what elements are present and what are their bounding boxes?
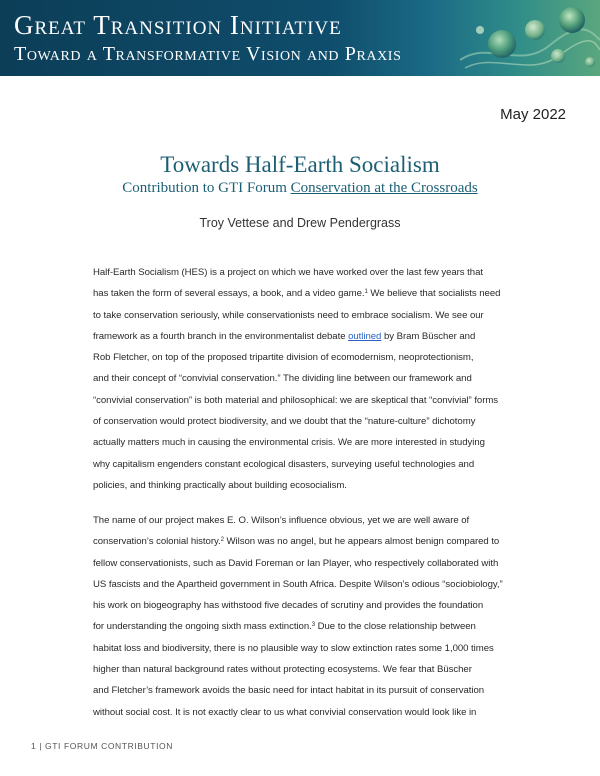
text-line: for understanding the ongoing sixth mass extinction.$^3$ Due to the close relationship between [93,621,476,633]
text-line: Rob Fletcher, on top of the proposed tripartite division of ecomodernism, neoprotectionism, [93,352,474,364]
banner-subtitle: Toward a Transformative Vision and Praxis [14,43,402,65]
footnote-ref[interactable]: 2 [220,537,224,544]
text-line: without social cost. It is not exactly clear to us what convivial conservation would look like in [93,706,477,718]
text-line: Half-Earth Socialism (HES) is a project on which we have worked over the last few years that [93,267,483,278]
paragraph-1 [93,262,513,496]
article-subtitle [0,180,600,197]
text-line: his work on biogeography has withstood five decades of scrutiny and provides the foundation [93,600,484,612]
text-line: conservation’s colonial history.$^2$ Wilson was no angel, but he appears almost benign compared to [93,536,500,548]
page-footer: 1 | GTI FORUM CONTRIBUTION [31,741,173,751]
publication-date: May 2022 [500,106,566,123]
text-line: actually matters much in causing the environmental crisis. We are more interested in studying [93,437,485,449]
footnote-ref[interactable]: 1 [364,289,368,296]
authors: Troy Vettese and Drew Pendergrass [199,216,401,230]
text-line: why capitalism engenders constant ecological disasters, surveying useful technologies and [93,458,475,470]
paragraph-2 [93,510,513,723]
subtitle-prefix: Contribution to GTI Forum [122,180,291,196]
text-line: policies, and thinking practically about building ecosocialism. [93,479,347,491]
text-line: and Fletcher’s framework avoids the basic need for intact habitat in its pursuit of conservation [93,685,485,697]
text-line: framework as a fourth branch in the environmentalist debate outlined by Bram Büscher and [93,330,476,342]
text-line: higher than natural background rates without protecting ecosystems. We fear that Büscher [93,664,472,676]
globe-logo-icon [460,0,600,76]
text-line: and their concept of “convivial conservation.” The dividing line between our framework and [93,373,472,385]
forum-link[interactable]: Conservation at the Crossroads [290,180,478,196]
outlined-link[interactable]: outlined [348,330,382,342]
text-line: US fascists and the Apartheid government in South Africa. Despite Wilson’s odious “sociobiology,” [93,578,503,590]
text-line: “convivial conservation” is both material and philosophical: we are skeptical that “convivial” forms [93,394,499,406]
text-line: fellow conservationists, such as David Foreman or Ian Player, who respectively collaborated with [93,557,499,569]
text-line: habitat loss and biodiversity, there is no plausible way to slow extinction rates some 1,000 times [93,642,494,654]
text-line: to take conservation seriously, while conservationists need to embrace socialism. We see our [93,309,484,321]
banner-title: Great Transition Initiative [14,10,342,40]
text-line: of conservation would protect biodiversity, and we doubt that the “nature-culture” dichotomy [93,416,476,428]
text-line: has taken the form of several essays, a book, and a video game.$^1$ We believe that socialists need [93,288,501,300]
footnote-ref[interactable]: 3 [311,622,316,629]
article-title: Towards Half-Earth Socialism [160,152,440,177]
header-banner [0,0,600,76]
text-line: The name of our project makes E. O. Wilson’s influence obvious, yet we are well aware of [93,515,470,526]
